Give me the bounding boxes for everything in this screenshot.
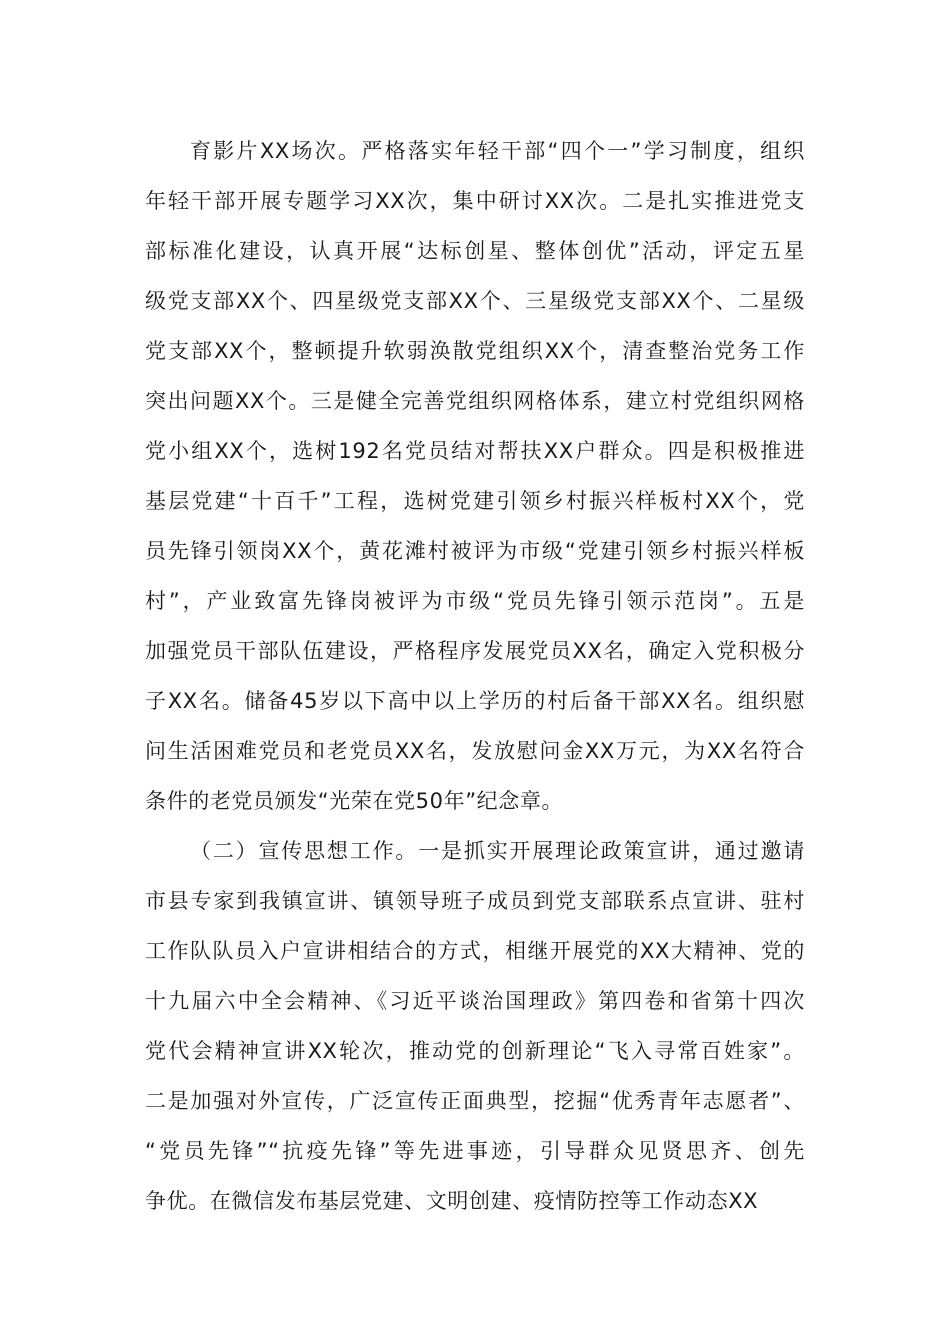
text-line: 党小组XX个，选树192名党员结对帮扶XX户群众。四是积极推进 <box>145 439 805 463</box>
text-line: 争优。在微信发布基层党建、文明创建、疫情防控等工作动态XX <box>145 1189 759 1213</box>
text-line: 年轻干部开展专题学习XX次，集中研讨XX次。二是扎实推进党支 <box>145 189 805 213</box>
text-line: 十九届六中全会精神、《习近平谈治国理政》第四卷和省第十四次 <box>145 989 805 1013</box>
text-line: 市县专家到我镇宣讲、镇领导班子成员到党支部联系点宣讲、驻村 <box>145 889 805 913</box>
text-line: 条件的老党员颁发“光荣在党50年”纪念章。 <box>145 789 564 813</box>
text-line: “党员先锋”“抗疫先锋”等先进事迹，引导群众见贤思齐、创先 <box>145 1139 805 1163</box>
text-line: 部标准化建设，认真开展“达标创星、整体创优”活动，评定五星 <box>145 239 805 263</box>
text-line: 村”，产业致富先锋岗被评为市级“党员先锋引领示范岗”。五是 <box>145 589 805 613</box>
text-line: 工作队队员入户宣讲相结合的方式，相继开展党的XX大精神、党的 <box>145 939 805 963</box>
text-line: 级党支部XX个、四星级党支部XX个、三星级党支部XX个、二星级 <box>145 289 805 313</box>
text-line: （二）宣传思想工作。一是抓实开展理论政策宣讲，通过邀请 <box>190 839 805 863</box>
text-line: 党支部XX个，整顿提升软弱涣散党组织XX个，清查整治党务工作 <box>145 339 805 363</box>
text-line: 加强党员干部队伍建设，严格程序发展党员XX名，确定入党积极分 <box>145 639 805 663</box>
text-line: 二是加强对外宣传，广泛宣传正面典型，挖掘“优秀青年志愿者”、 <box>145 1089 805 1113</box>
text-line: 子XX名。储备45岁以下高中以上学历的村后备干部XX名。组织慰 <box>145 689 805 713</box>
text-line: 基层党建“十百千”工程，选树党建引领乡村振兴样板村XX个，党 <box>145 489 805 513</box>
text-line: 突出问题XX个。三是健全完善党组织网格体系，建立村党组织网格 <box>145 389 805 413</box>
text-line: 员先锋引领岗XX个，黄花滩村被评为市级“党建引领乡村振兴样板 <box>145 539 805 563</box>
text-line: 问生活困难党员和老党员XX名，发放慰问金XX万元，为XX名符合 <box>145 739 805 763</box>
text-line: 育影片XX场次。严格落实年轻干部“四个一”学习制度，组织 <box>190 139 805 163</box>
text-line: 党代会精神宣讲XX轮次，推动党的创新理论“飞入寻常百姓家”。 <box>145 1039 805 1063</box>
